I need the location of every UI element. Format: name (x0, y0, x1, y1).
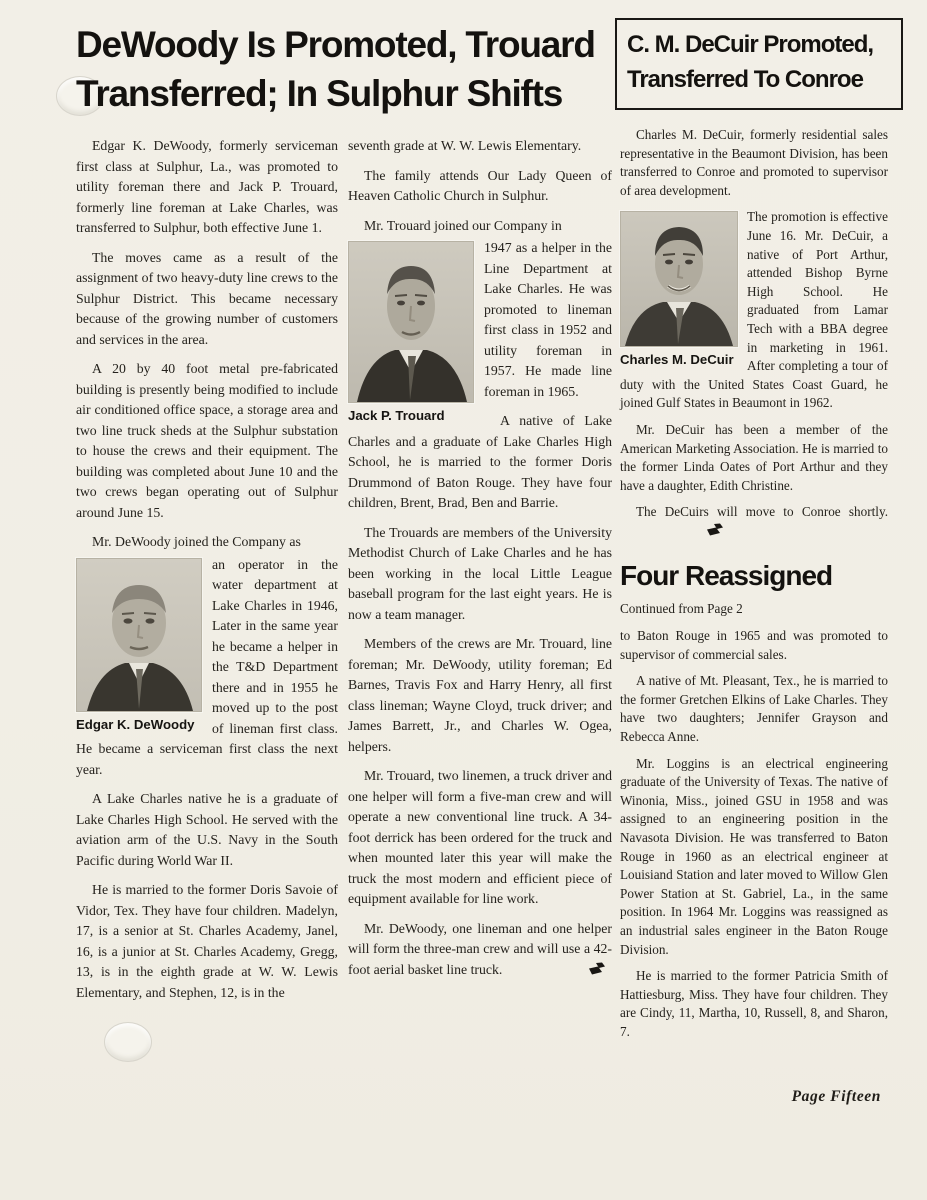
paragraph (620, 503, 888, 540)
paragraph (348, 919, 612, 981)
four-reassigned-headline: Four Reassigned (620, 560, 833, 592)
portrait-photo-decuir (620, 211, 738, 347)
paragraph: Members of the crews are Mr. Trouard, line foreman; Mr. DeWoody, utility foreman; Ed Barnes, Travis Fox and Harry Henry, all first class lineman; Wayne Cloyd, truck driver; and James Barrett, Jr., and Charles W. Ogea, helpers. (348, 636, 612, 754)
paragraph: A 20 by 40 foot metal pre-fabricated building is presently being modified to include air conditioned office space, a storage area and two line truck sheds at the Sulphur substation to house the crews and their equipment. The building was completed about June 10 and the two crews began operating out of Sulphur around June 15. (76, 361, 338, 520)
paragraph: Charles M. DeCuir, formerly residential sales representative in the Beaumont Division, has been transferred to Conroe and promoted to supervisor of area development. (620, 127, 888, 198)
photo-edgar-dewoody (76, 558, 200, 733)
main-headline (76, 20, 628, 118)
page-number: Page Fifteen (791, 1088, 881, 1105)
paragraph: A native of Lake Charles and a graduate of Lake Charles High School, he is married to the former Doris Drummond of Baton Rouge. They have four children, Brent, Brad, Ben and Barrie. (348, 413, 612, 510)
paragraph: The family attends Our Lady Queen of Heaven Catholic Church in Sulphur. (348, 167, 612, 203)
decuir-headline-box (615, 18, 903, 110)
paragraph: He is married to the former Patricia Smith of Hattiesburg, Miss. They have four children. They are Cindy, 11, Martha, 10, Russell, 8, and Sharon, 7. (620, 968, 888, 1039)
middle-column (348, 136, 612, 989)
decuir-headline-line2: Transferred To Conroe (627, 66, 863, 93)
decuir-headline-line1: C. M. DeCuir Promoted, (627, 31, 874, 58)
paragraph: The Trouards are members of the University Methodist Church of Lake Charles and he has been working in the local Little League baseball program for the last eight years. He is now a team manager. (348, 524, 612, 622)
paragraph: Mr. Loggins is an electrical engineering graduate of the University of Texas. The native of Winonia, Miss., joined GSU in 1958 and was assigned to an engineering position in the Navasota Division. He was transferred to Baton Rouge in 1960 as an electrical engineer at Louisiand Station and later moved to Willow Glen Power Station at St. Gabriel, La., in the same position. In 1964 Mr. Loggins was reassigned as an industrial sales engineer in the Baton Rouge Division. (620, 755, 888, 957)
paragraph: Mr. Trouard, two linemen, a truck driver and one helper will form a five-man crew and will operate a new conventional line truck. A 34-foot derrick has been ordered for the truck and when mounted later this year will make the truck the most modern and efficient piece of equipment available for line work. (348, 768, 612, 906)
paragraph: Mr. DeCuir has been a member of the American Marketing Association. He is married to the former Linda Oates of Port Arthur and they have a daughter, Edith Christine. (620, 421, 888, 493)
continued-from-note: Continued from Page 2 (620, 601, 743, 617)
punch-hole-bottom (104, 1022, 152, 1062)
portrait-photo-trouard (348, 241, 474, 403)
paragraph-text: Mr. DeWoody, one lineman and one helper will form the three-man crew and will use a 42-foot aerial basket line truck. (348, 920, 612, 977)
paragraph: He is married to the former Doris Savoie of Vidor, Tex. They have four children. Madelyn, 17, is a senior at St. Charles Academy, Janel, 16, is a junior at St. Charles Academy, Gregg, 13, is in the eighth grade at W. W. Lewis Elementary, and Stephen, 12, is in the (76, 882, 338, 1000)
paragraph-text: The DeCuirs will move to Conroe shortly. (636, 504, 888, 520)
left-column (76, 136, 338, 1012)
paragraph: an operator in the water department at Lake Charles in 1946, Later in the same year he became a helper in the T&D Department there and in 1955 he moved up to the post of lineman first class. He became a serviceman first class the next year. (76, 556, 338, 777)
photo-caption-trouard: Jack P. Trouard (348, 408, 445, 423)
paragraph: Edgar K. DeWoody, formerly serviceman first class at Sulphur, La., was promoted to utility foreman there and Jack P. Trouard, formerly line foreman at Lake Charles, was transferred to Sulphur, both effective June 1. (76, 138, 338, 235)
main-headline-line1: DeWoody Is Promoted, Trouard (76, 24, 595, 65)
paragraph: Mr. DeWoody joined the Company as (92, 534, 301, 549)
portrait-photo-dewoody (76, 558, 202, 712)
main-headline-line2: Transferred; In Sulphur Shifts (76, 73, 563, 114)
article-end-flash-icon (572, 960, 607, 981)
paragraph: The moves came as a result of the assignment of two heavy-duty line crews to the Sulphur District. This became necessary because of the growing number of customers and services in the area. (76, 249, 338, 347)
right-column (620, 126, 888, 1050)
paragraph: The promotion is effective June 16. Mr. DeCuir, a native of Port Arthur, attended Bishop Byrne High School. He graduated from Lamar Tech with a BBA degree in marketing in 1961. After completing a tour of duty with the United States Coast Guard, he joined Gulf States in Beaumont in 1962. (620, 209, 888, 411)
photo-caption-decuir: Charles M. DeCuir (620, 352, 734, 368)
photo-caption-dewoody: Edgar K. DeWoody (76, 716, 195, 732)
paragraph: 1947 as a helper in the Line Department at Lake Charles. He was promoted to lineman first class in 1952 and utility foreman in 1957. He made line foreman in 1965. (484, 240, 612, 399)
photo-jack-trouard (348, 241, 472, 424)
paragraph: to Baton Rouge in 1965 and was promoted to supervisor of commercial sales. (620, 628, 888, 662)
article-end-flash-icon (690, 522, 725, 541)
paragraph: seventh grade at W. W. Lewis Elementary. (348, 138, 582, 153)
paragraph: A native of Mt. Pleasant, Tex., he is married to the former Gretchen Elkins of Lake Charles. They have two daughters; Jennifer Grayson and Rebecca Anne. (620, 673, 888, 745)
photo-charles-decuir (620, 211, 736, 368)
paragraph: Mr. Trouard joined our Company in (364, 217, 562, 233)
paragraph: A Lake Charles native he is a graduate of Lake Charles High School. He served with the aviation arm of the U.S. Navy in the South Pacific during World War II. (76, 791, 338, 868)
